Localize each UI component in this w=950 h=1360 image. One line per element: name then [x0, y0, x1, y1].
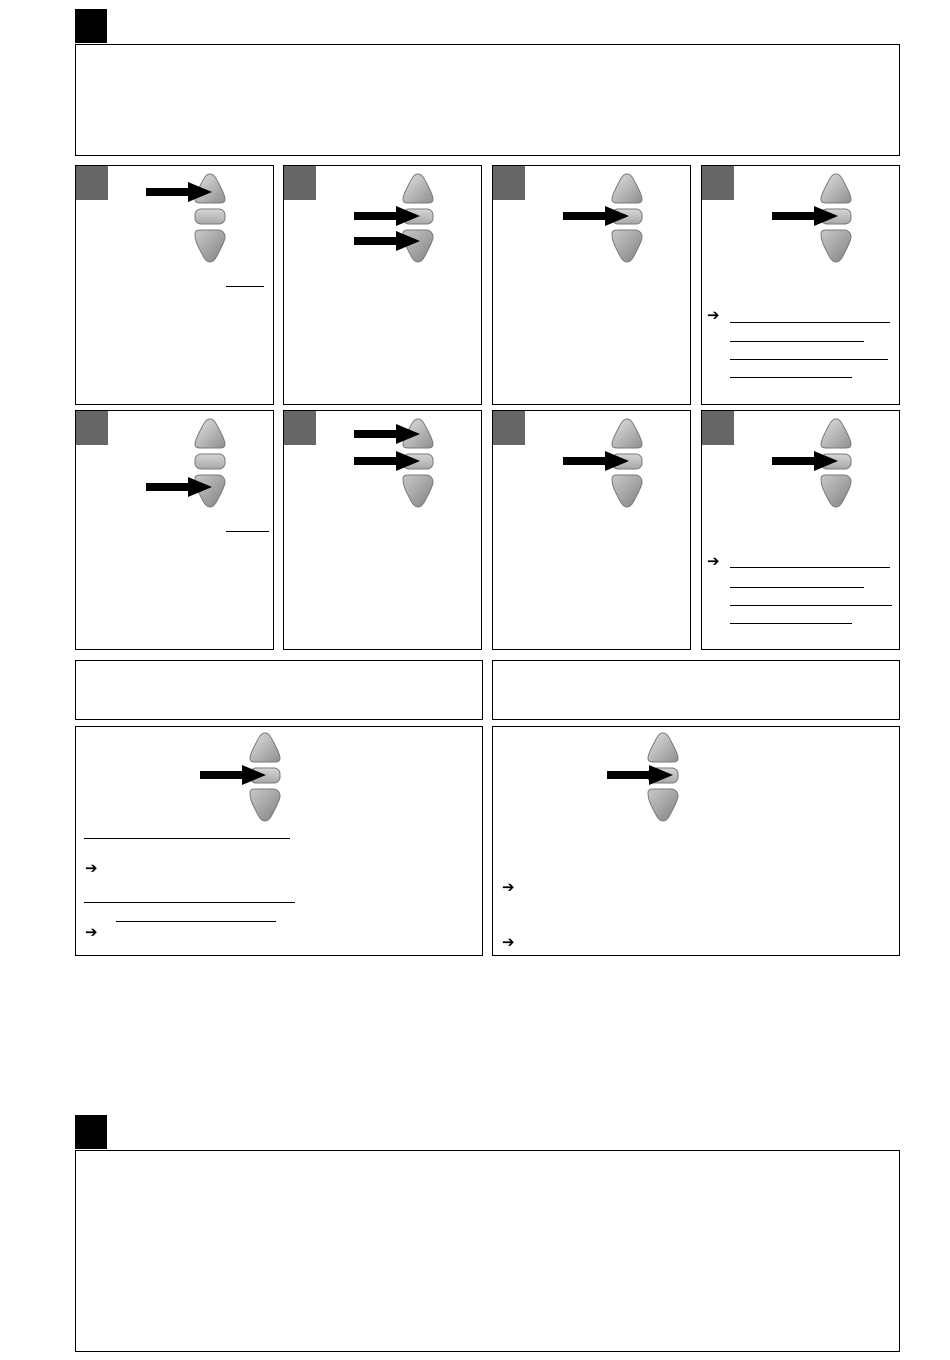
result-underline	[730, 322, 890, 323]
right-arrow-icon	[146, 477, 212, 497]
result-underline	[730, 623, 852, 624]
step-badge	[702, 166, 734, 200]
panel-header-right	[492, 660, 900, 720]
right-arrow-icon	[200, 765, 266, 785]
right-arrow-icon	[146, 182, 212, 202]
step-panel-1	[75, 165, 274, 405]
result-arrow-marker: ➔	[502, 879, 515, 896]
right-arrow-icon	[354, 231, 420, 251]
section-text-box-upper	[75, 44, 900, 156]
step-panel-4	[701, 165, 900, 405]
result-arrow-marker: ➔	[85, 924, 98, 941]
detail-panel-right	[492, 726, 900, 956]
note-underline	[226, 531, 269, 532]
step-panel-3	[492, 165, 691, 405]
right-arrow-icon	[354, 206, 420, 226]
step-panel-2	[283, 165, 482, 405]
result-underline	[730, 359, 888, 360]
step-badge	[284, 166, 316, 200]
step-badge	[76, 166, 108, 200]
step-panel-7	[492, 410, 691, 650]
step-badge	[76, 411, 108, 445]
section-text-box-lower	[75, 1150, 900, 1352]
result-arrow-marker: ➔	[502, 934, 515, 951]
note-underline	[116, 921, 276, 922]
right-arrow-icon	[354, 451, 420, 471]
step-badge	[702, 411, 734, 445]
right-arrow-icon	[772, 206, 838, 226]
result-underline	[730, 567, 890, 568]
step-badge	[493, 166, 525, 200]
right-arrow-icon	[607, 765, 673, 785]
section-badge-upper	[75, 9, 107, 43]
result-arrow-marker: ➔	[707, 307, 720, 324]
note-underline	[226, 286, 264, 287]
result-arrow-marker: ➔	[707, 553, 720, 570]
detail-panel-left	[75, 726, 483, 956]
step-badge	[493, 411, 525, 445]
result-underline	[730, 605, 892, 606]
panel-header-left	[75, 660, 483, 720]
result-underline	[730, 587, 864, 588]
step-panel-6	[283, 410, 482, 650]
right-arrow-icon	[772, 451, 838, 471]
result-arrow-marker: ➔	[85, 860, 98, 877]
right-arrow-icon	[563, 451, 629, 471]
right-arrow-icon	[354, 424, 420, 444]
right-arrow-icon	[563, 206, 629, 226]
result-underline	[730, 377, 852, 378]
note-underline	[84, 902, 295, 903]
section-badge-lower	[75, 1115, 107, 1149]
step-panel-8	[701, 410, 900, 650]
step-badge	[284, 411, 316, 445]
step-panel-5	[75, 410, 274, 650]
note-underline	[84, 838, 290, 839]
result-underline	[730, 341, 864, 342]
